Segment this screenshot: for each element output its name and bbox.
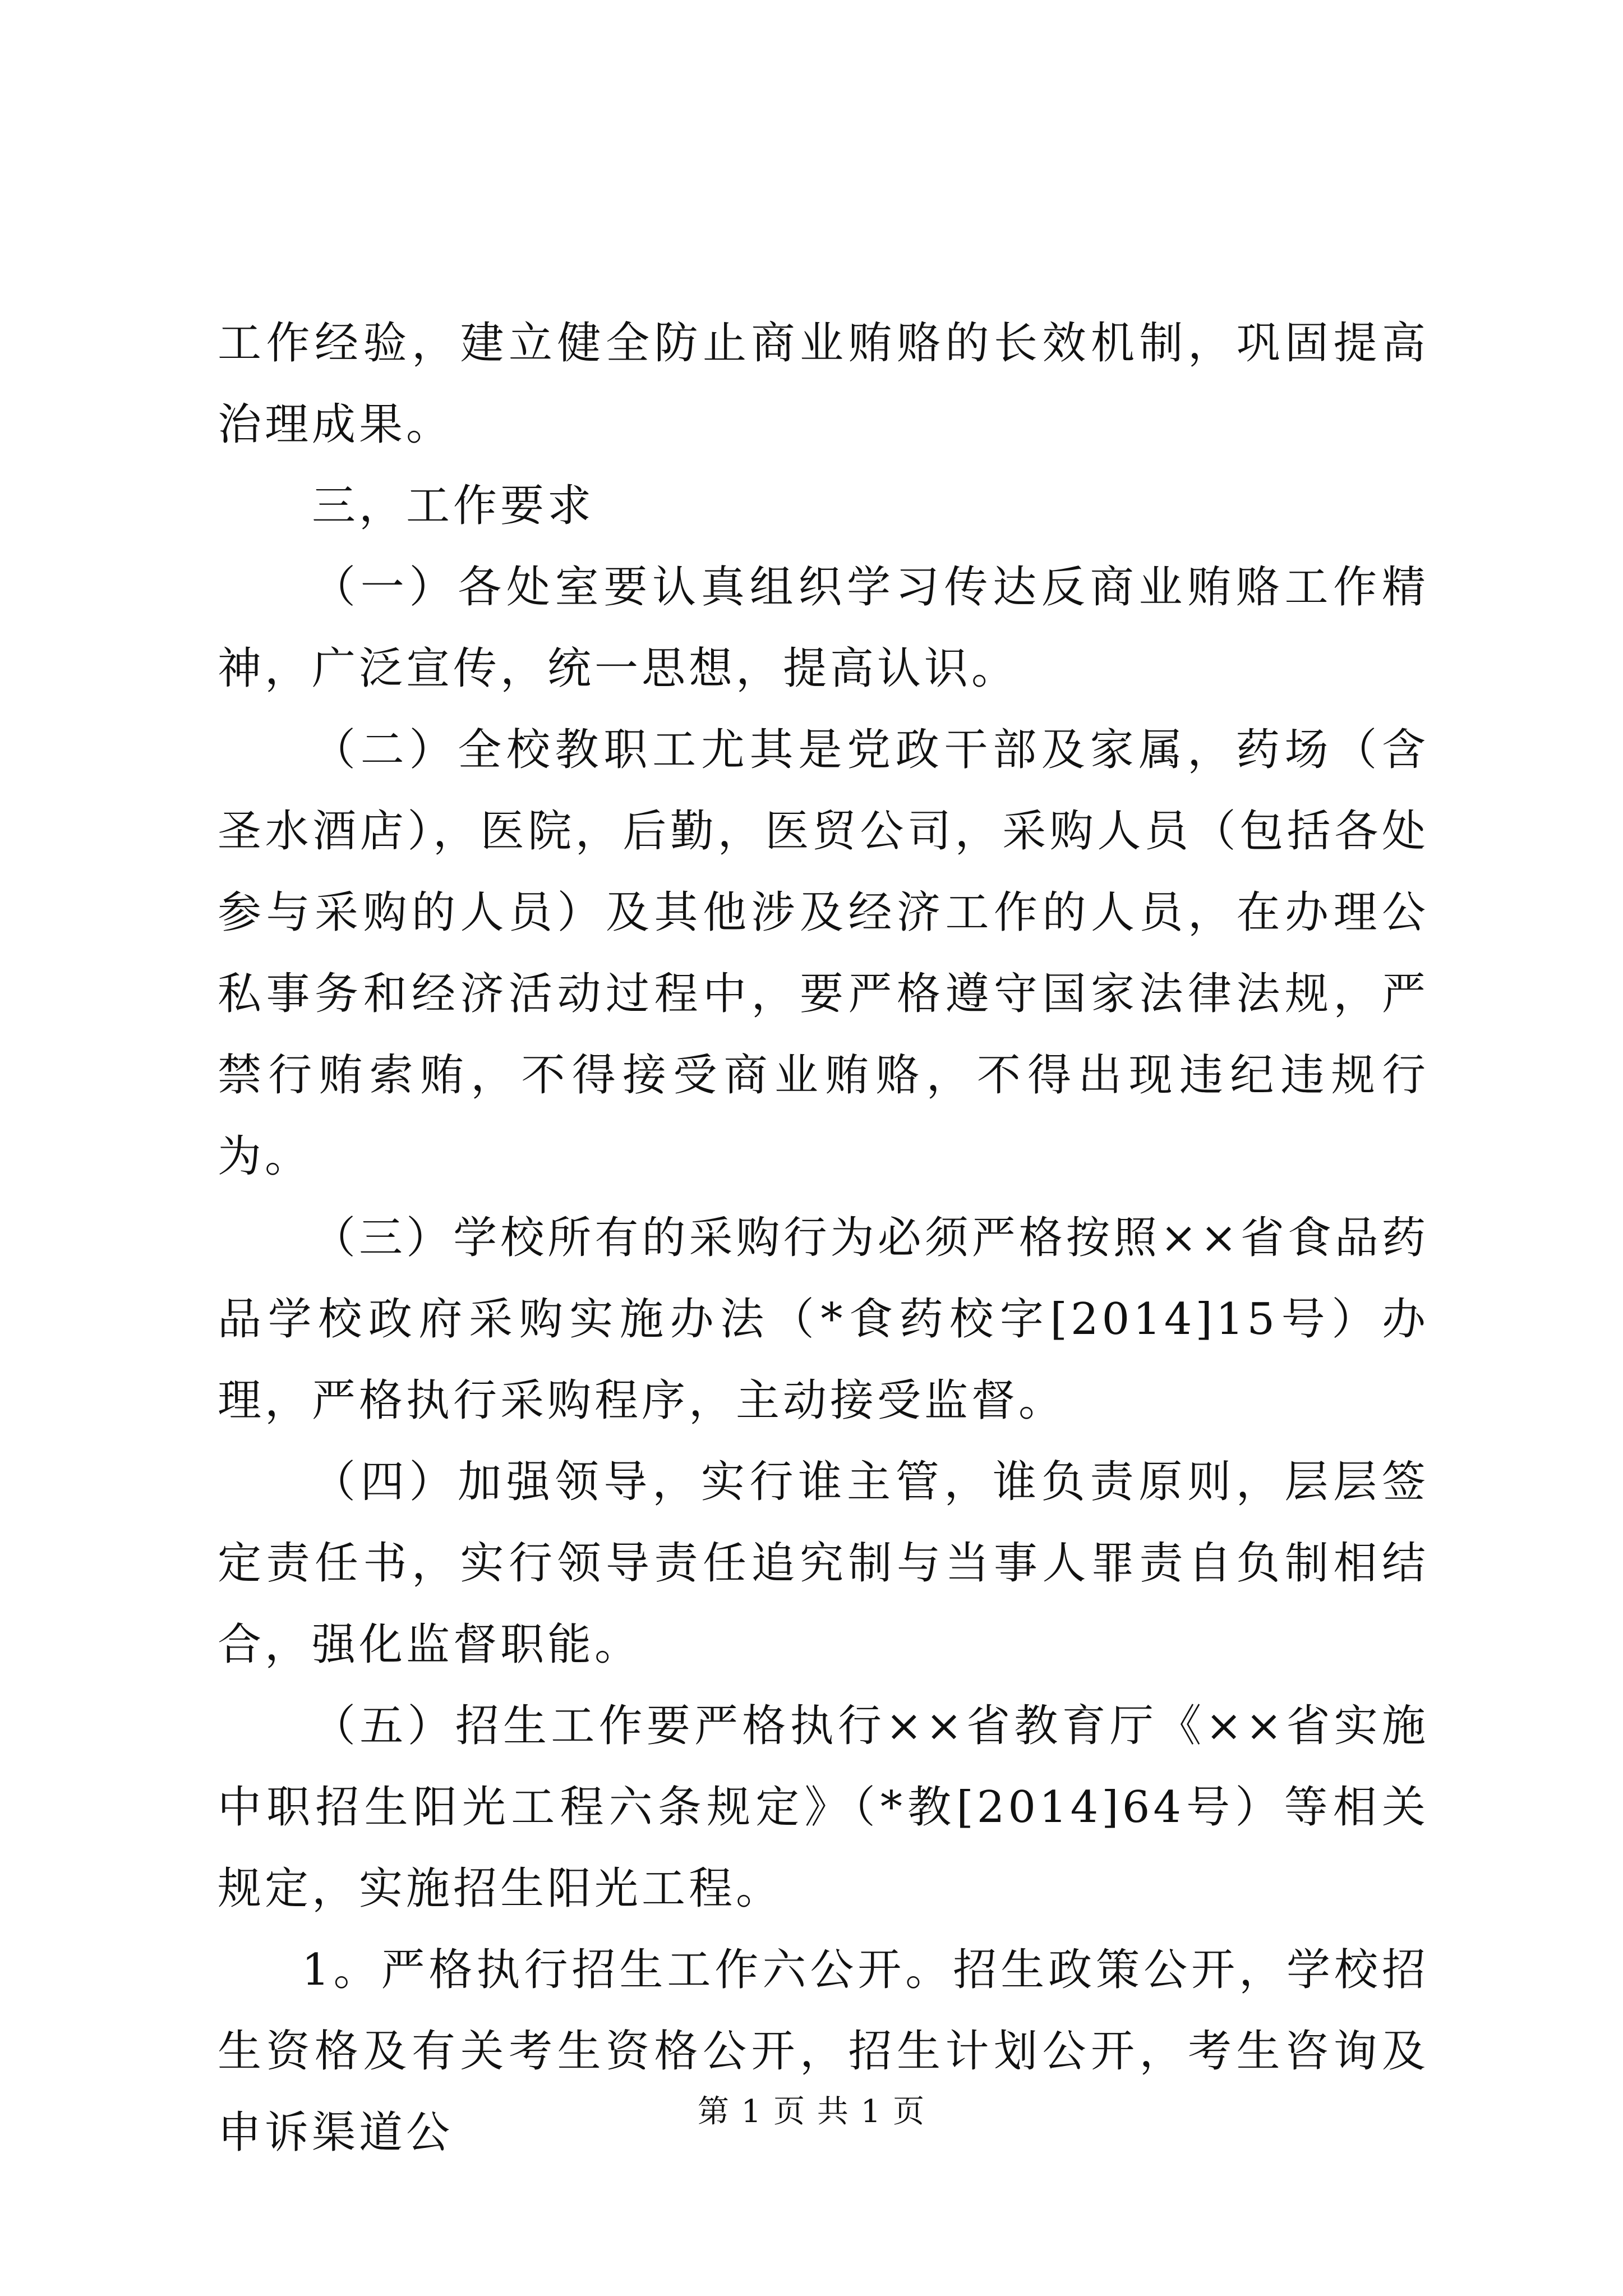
paragraph-item-5: （五）招生工作要严格执行××省教育厅《××省实施中职招生阳光工程六条规定》（*教[2014]64号）等相关规定，实施招生阳光工程。 (218, 1701, 1429, 1914)
paragraph-continuation: 工作经验，建立健全防止商业贿赂的长效机制，巩固提高治理成果。 (218, 318, 1429, 450)
paragraph-item-3: （三）学校所有的采购行为必须严格按照××省食品药品学校政府采购实施办法（*食药校字[2014]15号）办理，严格执行采购程序，主动接受监督。 (218, 1213, 1429, 1426)
paragraph-item-4: （四）加强领导，实行谁主管，谁负责原则，层层签定责任书，实行领导责任追究制与当事人罪责自负制相结合，强化监督职能。 (218, 1457, 1429, 1670)
paragraph-subitem-1: 1。严格执行招生工作六公开。招生政策公开，学校招生资格及有关考生资格公开，招生计划公开，考生咨询及申诉渠道公 (218, 1945, 1429, 2158)
paragraph-item-1: （一）各处室要认真组织学习传达反商业贿赂工作精神，广泛宣传，统一思想，提高认识。 (218, 562, 1429, 694)
section-heading-work-requirements: 三，工作要求 (312, 481, 595, 531)
paragraph-item-2: （二）全校教职工尤其是党政干部及家属，药场（含圣水酒店），医院，后勤，医贸公司，采购人员（包括各处参与采购的人员）及其他涉及经济工作的人员，在办理公私事务和经济活动过程中，要严格遵守国家法律法规，严禁行贿索贿，不得接受商业贿赂，不得出现违纪违规行为。 (218, 725, 1429, 1182)
document-body (218, 303, 1429, 2174)
page-footer: 第 1 页 共 1 页 (697, 2093, 926, 2130)
